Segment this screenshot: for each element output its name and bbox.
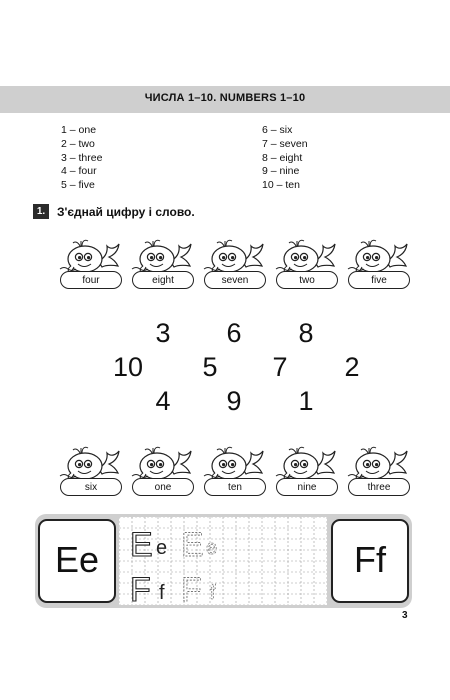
digit[interactable]: 8 [298,318,314,348]
number-word-3: 3 – three [61,151,103,164]
bottom-whale-row [58,440,418,500]
handwriting-grid[interactable] [119,517,327,605]
numbers-list-left [61,124,102,193]
whale-card [202,233,268,293]
whale-card [346,233,412,293]
digit[interactable]: 5 [202,352,218,382]
word-label[interactable]: one [132,478,194,496]
number-word-9: 9 – nine [262,165,300,178]
whale-card [58,440,124,500]
trace-letter-f-upper: F [130,571,151,605]
whale-card [130,440,196,500]
task-number-badge: 1. [33,204,49,219]
word-label[interactable]: five [348,271,410,289]
number-word-5: 5 – five [61,179,95,192]
word-label[interactable]: four [60,271,122,289]
whale-card [58,233,124,293]
number-word-7: 7 – seven [262,137,308,150]
handwriting-grid-lines [119,517,327,605]
letter-card-ff: Ff [331,519,409,603]
number-word-6: 6 – six [262,124,293,136]
digit[interactable]: 10 [112,352,144,382]
page-number: 3 [402,610,408,621]
trace-letter-e-lower: e [156,537,168,559]
digit[interactable]: 3 [155,318,171,348]
task-instruction: З'єднай цифру і слово. [57,205,195,219]
whale-card [274,440,340,500]
digit[interactable]: 4 [155,386,171,416]
number-word-4: 4 – four [61,165,97,178]
word-label[interactable]: three [348,478,410,496]
numbers-list-right [262,124,308,193]
trace-letter-f-upper-dashed: F [181,571,202,605]
whale-card [202,440,268,500]
digit[interactable]: 7 [272,352,288,382]
number-word-1: 1 – one [61,124,97,136]
word-label[interactable]: six [60,478,122,496]
whale-card [274,233,340,293]
digit[interactable]: 9 [226,386,242,416]
letter-card-ee: Ee [38,519,116,603]
whale-card [130,233,196,293]
header-band [0,86,450,113]
word-label[interactable]: eight [132,271,194,289]
digit[interactable]: 6 [226,318,242,348]
number-word-8: 8 – eight [262,151,303,164]
number-word-2: 2 – two [61,137,95,150]
word-label[interactable]: seven [204,271,266,289]
whale-card [346,440,412,500]
word-label[interactable]: nine [276,478,338,496]
trace-letter-f-lower: f [159,582,165,604]
page-title: ЧИСЛА 1–10. NUMBERS 1–10 [144,92,306,104]
word-label[interactable]: ten [204,478,266,496]
top-whale-row [58,233,418,293]
trace-letter-e-upper: E [130,526,153,564]
number-word-10: 10 – ten [262,179,300,192]
trace-letter-f-lower-dashed: f [210,582,216,604]
word-label[interactable]: two [276,271,338,289]
digit[interactable]: 2 [344,352,360,382]
digit[interactable]: 1 [298,386,314,416]
trace-letter-e-upper-dashed: E [181,526,204,564]
trace-letter-e-lower-dashed: e [206,537,218,559]
